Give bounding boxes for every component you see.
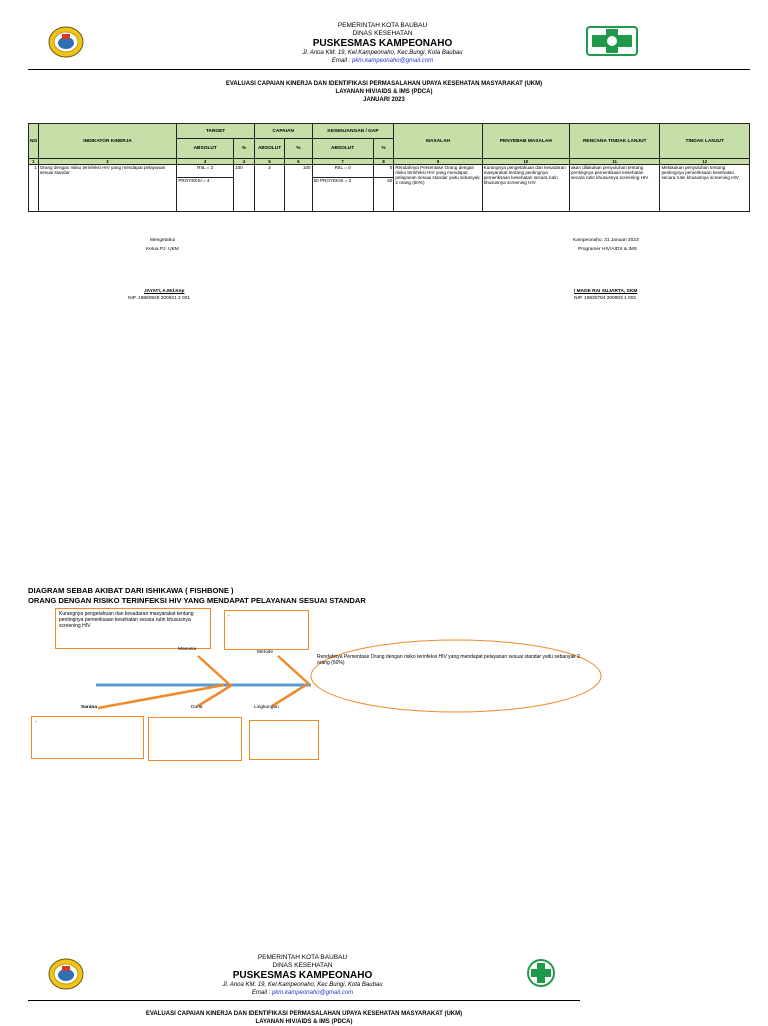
header-gap: KESENJANGAN / GAP (312, 124, 394, 139)
col-num: 12 (660, 159, 750, 165)
header-indikator: INDIKATOR KINERJA (38, 124, 177, 159)
cause-box-sarana: - (31, 716, 144, 759)
col-num: 5 (254, 159, 285, 165)
label-dana: Dana (191, 705, 203, 710)
row-gap-proyeksi-left-pct: 50 (313, 178, 319, 183)
bone-lingkungan (272, 685, 306, 706)
col-num: 11 (569, 159, 660, 165)
header-rencana: RENCANA TINDAK LANJUT (569, 124, 660, 159)
effect-text: Rendahnya Persentase Orang dengan risiko terinfeksi HIV yang mendapat pelayanan sesuai standar yaitu sebanyak 2 orang (50%) (317, 654, 580, 666)
header-tindak: TINDAK LANJUT (660, 124, 750, 159)
signature-left-mengetahui: Mengetahui (150, 238, 176, 243)
fishbone-subtitle: ORANG DENGAN RISIKO TERINFEKSI HIV YANG MENDAPAT PELAYANAN SESUAI STANDAR (28, 596, 366, 605)
label-metode: Metode (257, 650, 273, 655)
label-lingkungan: Lingkungan (254, 705, 279, 710)
row-target-proyeksi: PROYEKSI = 4 (177, 178, 234, 212)
col-num: 7 (312, 159, 373, 165)
row-target-riil: RIIL = 2 (177, 165, 234, 178)
report-period: JANUARI 2023 (363, 97, 405, 103)
col-num: 9 (394, 159, 482, 165)
address: Jl. Anoa KM. 19, Kel.Kampeonaho, Kec.Bungi, Kota Baubau (222, 982, 383, 988)
row-capaian-pct: 100 (285, 165, 312, 212)
subheader-gap-absolut: ABSOLUT (312, 139, 373, 159)
bone-metode (278, 656, 310, 685)
cause-box-metode: - (224, 610, 309, 650)
row-gap-riil-pct: 0 (373, 165, 394, 178)
subheader-target-pct: % (234, 139, 255, 159)
subheader-target-absolut: ABSOLUT (177, 139, 234, 159)
report-subtitle: LAYANAN HIV/AIDS & IMS (PDCA) (335, 89, 433, 95)
puskesmas-name: PUSKESMAS KAMPEONAHO (232, 970, 373, 981)
signature-left-nip: NIP. 19860929 200821 2 001 (128, 296, 191, 301)
row-gap-proyeksi-label: PROYEKSI = 2 (319, 178, 352, 183)
col-num: 3 (177, 159, 234, 165)
signature-right-date: Kampeonaho, 31 Januari 2023 (573, 238, 639, 243)
health-cross-icon (527, 958, 555, 988)
government-name: PEMERINTAH KOTA BAUBAU (337, 22, 428, 29)
header-no: NO (29, 124, 39, 159)
row-capaian-abs: 2 (254, 165, 285, 212)
col-num: 10 (482, 159, 569, 165)
col-num: 8 (373, 159, 394, 165)
subheader-gap-pct: % (373, 139, 394, 159)
header-capaian: CAPAIAN (254, 124, 312, 139)
cause-box-dana (148, 717, 242, 761)
signature-left-role: Ketua PJ. UKM (146, 247, 179, 252)
label-sarana: Sarana (81, 705, 97, 710)
email-value[interactable]: pkm.kampeonaho@gmail.com (271, 990, 354, 996)
cause-box-manusia: Kurangnya pengetahuan dan kesadaran masyarakat tentang pentingnya pemeriksaan kesehatan secara rutin khususnya screening HIV (55, 608, 211, 649)
puskesmas-name: PUSKESMAS KAMPEONAHO (312, 38, 453, 49)
row-gap-riil: RIIL = 0 (312, 165, 373, 178)
label-manusia: Manusia (178, 647, 197, 652)
col-num: 2 (38, 159, 177, 165)
row-masalah: Rendahnya Persentase Orang dengan risiko terinfeksi HIV yang mendapat pelayanan sesuai standar yaitu sebanyak 2 orang (50%) (394, 165, 482, 212)
signature-right-nip: NIP. 19830704 200803 1 002 (574, 296, 637, 301)
header-target: TARGET (177, 124, 254, 139)
bone-manusia (198, 656, 230, 685)
signature-right-role: Programer HIV/AIDS & IMS (578, 247, 637, 252)
email-label: Email : (331, 58, 352, 64)
department-name: DINAS KESEHATAN (272, 962, 333, 969)
address: Jl. Anoa KM. 19, Kel.Kampeonaho, Kec.Bungi, Kota Baubau (302, 50, 463, 56)
department-name: DINAS KESEHATAN (352, 30, 413, 37)
report-title: EVALUASI CAPAIAN KINERJA DAN IDENTIFIKASI PERMASALAHAN UPAYA KESEHATAN MASYARAKAT (UKM) (225, 81, 543, 87)
header-masalah: MASALAH (394, 124, 482, 159)
government-name: PEMERINTAH KOTA BAUBAU (257, 954, 348, 961)
row-gap-proyeksi-pct: 50 (373, 178, 394, 212)
signature-left-name: JAYATI, A.Md.Kep (144, 289, 185, 294)
email-value[interactable]: pkm.kampeonaho@gmail.com (351, 58, 434, 64)
col-num: 6 (285, 159, 312, 165)
row-penyebab: Kurangnya pengetahuan dan kesadaran masyarakat tentang pentingnya pemeriksaan kesehatan secara rutin khususnya screening HIV (482, 165, 569, 212)
row-tindak: Melakukan penyuluhan tentang pentingnya pemeriksaan kesehatan secara rutin khususnya screening HIV (660, 165, 750, 212)
col-num: 4 (234, 159, 255, 165)
header-penyebab: PENYEBAB MASALAH (482, 124, 569, 159)
report-title: EVALUASI CAPAIAN KINERJA DAN IDENTIFIKASI PERMASALAHAN UPAYA KESEHATAN MASYARAKAT (UKM) (145, 1011, 463, 1017)
fishbone-title: DIAGRAM SEBAB AKIBAT DARI ISHIKAWA ( FISHBONE ) (28, 586, 234, 595)
report-subtitle: LAYANAN HIV/AIDS & IMS (PDCA) (255, 1019, 353, 1025)
email-label: Email : (251, 990, 272, 996)
row-no: 1 (29, 165, 39, 212)
subheader-capaian-absolut: ABSOLUT (254, 139, 285, 159)
cause-box-lingkungan (249, 720, 319, 760)
col-num: 1 (29, 159, 39, 165)
letterhead-rule (28, 1000, 580, 1001)
bone-sarana (98, 685, 224, 708)
signature-right-name: I MADE RAI SUJARTA, SKM (574, 289, 638, 294)
email-line (160, 989, 445, 997)
row-rencana: akan dilakukan penyuluhan tentang pentingnya pemeriksaan kesehatan secara rutin khususnya screening HIV (569, 165, 660, 212)
row-indikator: Orang dengan risiko terinfeksi HIV yang mendapat pelayanan sesuai standar (38, 165, 177, 212)
subheader-capaian-pct: % (285, 139, 312, 159)
row-target-pct: 100 (234, 165, 255, 212)
city-emblem-icon (48, 958, 84, 990)
